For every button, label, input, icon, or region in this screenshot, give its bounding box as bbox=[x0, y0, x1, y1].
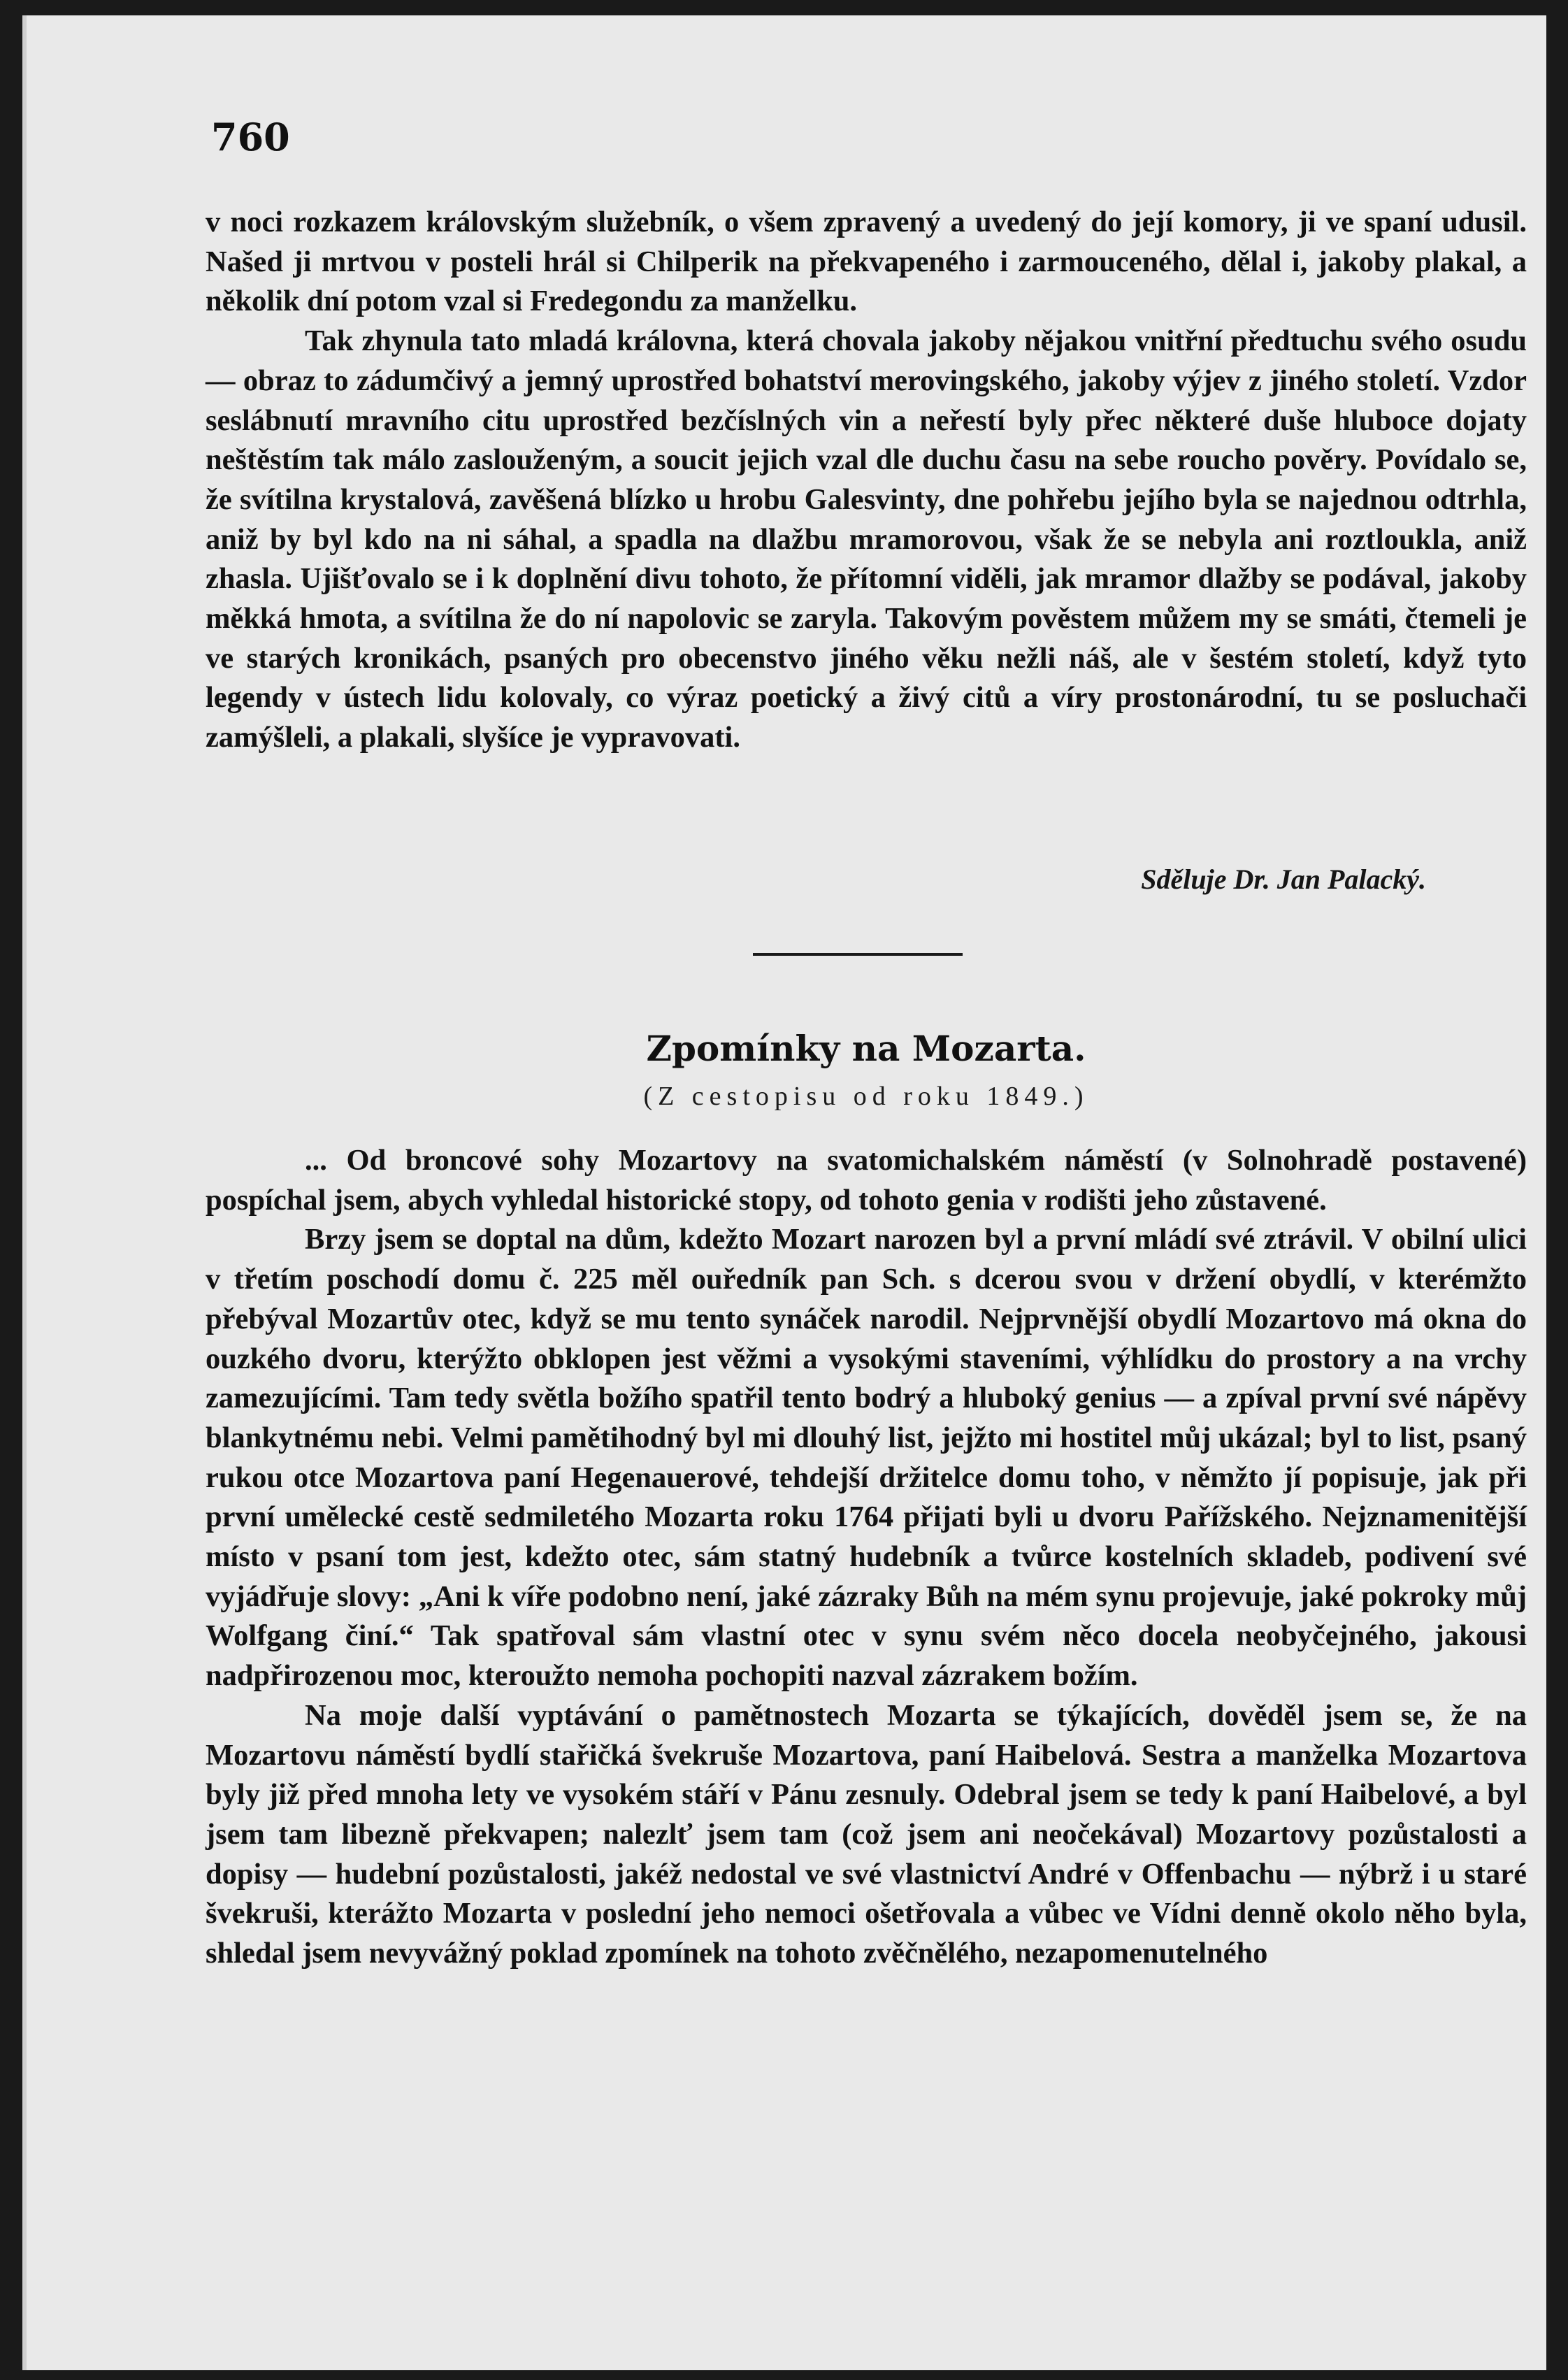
author-signature: Sděluje Dr. Jan Palacký. bbox=[1141, 863, 1426, 895]
section-divider bbox=[753, 953, 963, 956]
second-article-body bbox=[206, 1141, 1527, 1974]
article-title: Zpomínky na Mozarta. bbox=[646, 1028, 1086, 1069]
paragraph: Na moje další vyptávání o pamětnostech Mozarta se týkajících, dověděl jsem se, že na Mozartovu náměstí bydlí stařičká švekruše Mozartova, paní Haibelová. Sestra a manželka Mozartova byly již před mnoha lety ve vysokém stáří v Pánu zesnuly. Odebral jsem se tedy k paní Haibelové, a byl jsem tam libezně překvapen; nalezlť jsem tam (což jsem ani neočekával) Mozartovy pozůstalosti a dopisy — hudební pozůstalosti, jakéž nedostal ve své vlastnictví André v Offenbachu — nýbrž i u staré švekruši, kterážto Mozarta v poslední jeho nemoci ošetřovala a vůbec ve Vídni denně okolo něho byla, shledal jsem nevyvážný poklad zpomínek na tohoto zvěčnělého, nezapomenutelného bbox=[206, 1698, 1527, 1970]
paragraph: ... Od broncové sohy Mozartovy na svatomichalském náměstí (v Solnohradě postavené) pospíchal jsem, abych vyhledal historické stopy, od tohoto genia v rodišti jeho zůstavené. bbox=[206, 1144, 1527, 1217]
page-edge-shadow bbox=[22, 15, 27, 2370]
page-number: 760 bbox=[211, 115, 290, 159]
paragraph: Brzy jsem se doptal na dům, kdežto Mozart narozen byl a první mládí své ztrávil. V obilní ulici v třetím poschodí domu č. 225 měl ouředník pan Sch. s dcerou svou v držení obydlí, v kterémžto přebýval Mozartův otec, když se mu tento synáček narodil. Nejprvnější obydlí Mozartovo má okna do ouzkého dvoru, kterýžto obklopen jest věžmi a vysokými staveními, výhlídku do prostory a na vrchy zamezujícími. Tam tedy světla božího spatřil tento bodrý a hluboký genius — a zpíval první své nápěvy blankytnému nebi. Velmi pamětihodný byl mi dlouhý list, jejžto mi hostitel můj ukázal; byl to list, psaný rukou otce Mozartova paní Hegenauerové, tehdejší držitelce domu toho, v němžto jí popisuje, jak při první umělecké cestě sedmiletého Mozarta roku 1764 přijati byli u dvoru Pařížského. Nejznamenitější místo v psaní tom jest, kdežto otec, sám statný hudebník a tvůrce kostelních skladeb, podivení své vyjádřuje slovy: „Ani k víře podobno není, jaké zázraky Bůh na mém synu projevuje, jaké pokroky můj Wolfgang činí.“ Tak spatřoval sám vlastní otec v synu svém něco docela neobyčejného, jakousi nadpřirozenou moc, kteroužto nemoha pochopiti nazval zázrakem božím. bbox=[206, 1223, 1527, 1693]
article-subtitle: (Z cestopisu od roku 1849.) bbox=[643, 1082, 1089, 1111]
paragraph: Tak zhynula tato mladá královna, která chovala jakoby nějakou vnitřní předtuchu svého osudu — obraz to zádumčivý a jemný uprostřed bohatství merovingského, jakoby výjev z jiného století. Vzdor seslábnutí mravního citu uprostřed bezčíslných vin a neřestí byly přec některé duše hluboce dojaty neštěstím tak málo zaslouženým, a soucit jejich vzal dle duchu času na sebe roucho pověry. Povídalo se, že svítilna krystalová, zavěšená blízko u hrobu Galesvinty, dne pohřebu jejího byla se najednou odtrhla, aniž by byl kdo na ni sáhal, a spadla na dlažbu mramorovou, však že se nebyla ani roztloukla, aniž zhasla. Ujišťovalo se i k doplnění divu tohoto, že přítomní viděli, jak mramor dlažby se podával, jakoby měkká hmota, a svítilna že do ní napolovic se zaryla. Takovým pověstem můžem my se smáti, čtemeli je ve starých kronikách, psaných pro obecenstvo jiného věku nežli náš, ale v šestém století, když tyto legendy v ústech lidu kolovaly, co výraz poetický a živý citů a víry prostonárodní, tu se posluchači zamýšleli, a plakali, slyšíce je vypravovati. bbox=[206, 324, 1527, 754]
paragraph: v noci rozkazem královským služebník, o všem zpravený a uvedený do její komory, ji ve spaní udusil. Našed ji mrtvou v posteli hrál si Chilperik na překvapeného i zarmouceného, dělal i, jakoby plakal, a několik dní potom vzal si Fredegondu za manželku. bbox=[206, 206, 1527, 318]
first-article-body bbox=[206, 203, 1527, 758]
book-page bbox=[22, 15, 1546, 2370]
